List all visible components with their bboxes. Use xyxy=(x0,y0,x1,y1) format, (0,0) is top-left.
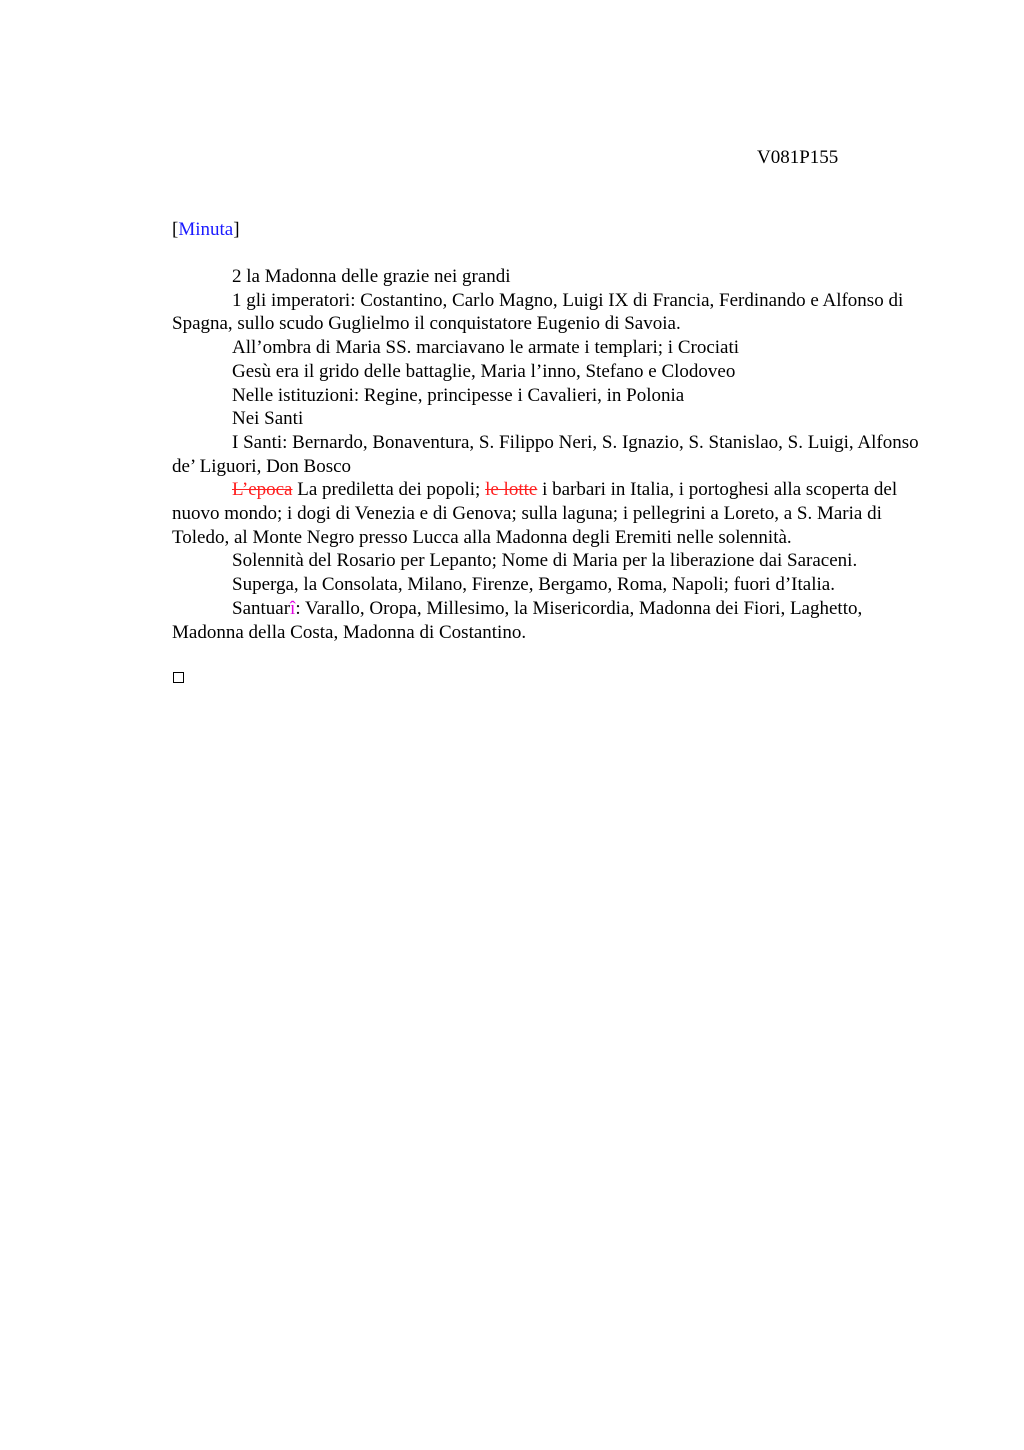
paragraph: Nei Santi xyxy=(232,408,304,430)
heading-close-bracket: ] xyxy=(233,219,240,240)
paragraph-text: Santuar xyxy=(232,597,291,619)
paragraph-text: i barbari in Italia, i portoghesi alla scoperta del nuovo mondo; i dogi di Venezia e di Genova; sulla laguna; i pellegrini a Loreto, a S. Maria di Toledo, al Monte Negro presso Lucca alla Madonna degli Eremiti nelle solennità. xyxy=(172,479,898,548)
checkbox-square-icon xyxy=(173,672,184,683)
page-id: V081P155 xyxy=(757,147,839,168)
paragraph: 2 la Madonna delle grazie nei grandi xyxy=(232,266,511,287)
document-heading xyxy=(172,218,240,242)
paragraph-text: : Varallo, Oropa, Millesimo, la Misericordia, Madonna dei Fiori, Laghetto, Madonna della Costa, Madonna di Costantino. xyxy=(172,597,863,643)
paragraph: I Santi: Bernardo, Bonaventura, S. Filippo Neri, S. Ignazio, S. Stanislao, S. Luigi, Alfonso de’ Liguori, Don Bosco xyxy=(172,431,919,477)
heading-label: Minuta xyxy=(178,219,234,240)
paragraph-with-deletions xyxy=(172,478,934,549)
paragraph: Superga, la Consolata, Milano, Firenze, Bergamo, Roma, Napoli; fuori d’Italia. xyxy=(232,574,835,596)
heading-open-bracket: [ xyxy=(172,219,179,240)
paragraph: Solennità del Rosario per Lepanto; Nome di Maria per la liberazione dai Saraceni. xyxy=(232,550,858,572)
inserted-text: î xyxy=(290,597,296,619)
paragraph-with-insertion xyxy=(172,597,934,644)
deleted-text: L’epoca xyxy=(232,479,293,501)
deleted-text: le lotte xyxy=(485,479,538,501)
paragraph-text: La prediletta dei popoli; xyxy=(292,479,486,501)
paragraph: Nelle istituzioni: Regine, principesse i Cavalieri, in Polonia xyxy=(232,384,685,406)
document-body xyxy=(172,265,934,644)
paragraph: Gesù era il grido delle battaglie, Maria l’inno, Stefano e Clodoveo xyxy=(232,360,736,382)
paragraph: All’ombra di Maria SS. marciavano le armate i templari; i Crociati xyxy=(232,337,740,359)
paragraph: 1 gli imperatori: Costantino, Carlo Magno, Luigi IX di Francia, Ferdinando e Alfonso di Spagna, sullo scudo Guglielmo il conquistatore Eugenio di Savoia. xyxy=(172,289,904,335)
